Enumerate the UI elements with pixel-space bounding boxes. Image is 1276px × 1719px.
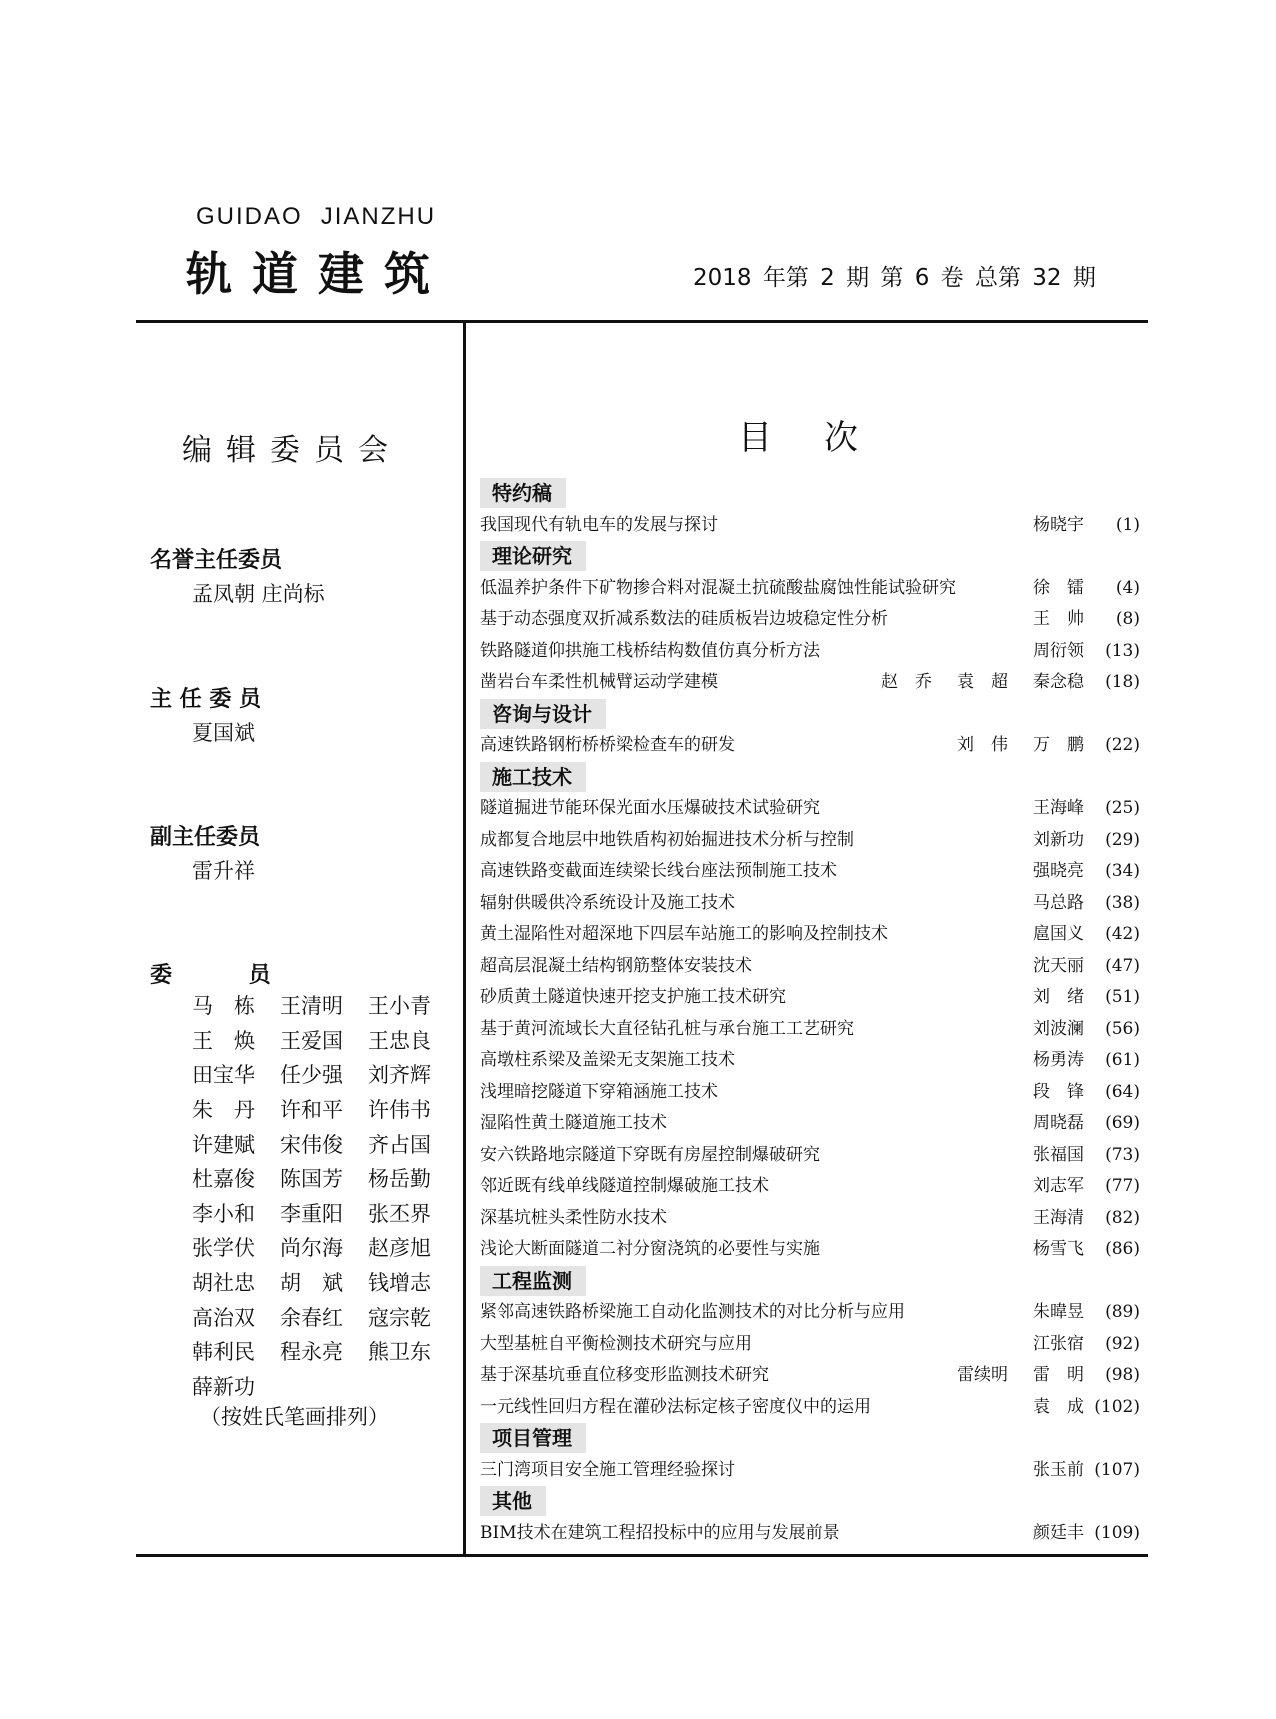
article-title: 高速铁路钢桁桥桥梁检查车的研发 [480,735,735,755]
article-title: 安六铁路地宗隧道下穿既有房屋控制爆破研究 [480,1144,820,1165]
member-name: 朱 丹 [192,1098,255,1123]
article-title: 湿陷性黄土隧道施工技术 [480,1113,667,1133]
article-author: 颜廷丰 [1033,1522,1084,1543]
member-name: 齐占国 [368,1132,431,1157]
page-number: (38) [1105,892,1140,913]
toc-entry [480,982,1140,1014]
toc-entry [480,793,1140,825]
page-number: (29) [1105,829,1140,850]
article-title: 凿岩台车柔性机械臂运动学建模 [480,672,718,692]
page-number: (107) [1094,1459,1140,1480]
toc-entry [480,1077,1140,1109]
article-author: 刘 伟 [957,735,1008,755]
page-number: (109) [1094,1522,1140,1543]
article-author: 秦念稳 [1033,672,1084,692]
toc-section-header [480,541,1140,573]
toc-entry [480,1329,1140,1361]
section-name: 特约稿 [480,478,566,508]
section-name: 其他 [480,1486,546,1516]
toc-entry [480,1297,1140,1329]
toc-entry [480,636,1140,668]
toc-section-header [480,1486,1140,1518]
member-name: 田宝华 [192,1063,255,1088]
article-title: 隧道掘进节能环保光面水压爆破技术试验研究 [480,798,820,818]
honorary-label: 名誉主任委员 [150,548,283,573]
member-name: 余春红 [280,1305,343,1330]
member-row [192,1126,456,1161]
member-name: 王爱国 [280,1028,343,1053]
deputy-names: 雷升祥 [192,859,255,883]
member-name: 熊卫东 [368,1340,431,1365]
toc-entry [480,1140,1140,1172]
page-number: (4) [1115,577,1140,598]
page-number: (42) [1105,924,1140,944]
member-name: 任少强 [280,1063,343,1088]
article-title: 三门湾项目安全施工管理经验探讨 [480,1459,735,1480]
article-title: 大型基桩自平衡检测技术研究与应用 [480,1333,752,1354]
toc-entry [480,951,1140,983]
member-name: 李重阳 [280,1201,343,1226]
member-row [192,1023,456,1058]
toc-entry [480,1108,1140,1140]
article-title: 浅埋暗挖隧道下穿箱涵施工技术 [480,1081,718,1102]
toc-section-header [480,762,1140,794]
article-title: 一元线性回归方程在灌砂法标定核子密度仪中的运用 [480,1396,871,1417]
article-author: 沈天丽 [1033,955,1084,976]
page-number: (89) [1105,1302,1140,1322]
toc-entry [480,510,1140,542]
page-number: (98) [1105,1365,1140,1385]
member-name: 尚尔海 [280,1236,343,1261]
page-number: (61) [1105,1050,1140,1070]
page-number: (1) [1115,514,1140,535]
article-author: 马总路 [1033,892,1084,913]
toc-section-header [480,1423,1140,1455]
member-name: 宋伟俊 [280,1132,343,1157]
article-author: 刘新功 [1033,829,1084,850]
toc-entry [480,825,1140,857]
section-name: 工程监测 [480,1266,586,1296]
member-name: 王清明 [280,994,343,1019]
article-author: 雷续明 [957,1365,1008,1385]
member-row [192,1092,456,1127]
member-row [192,1334,456,1369]
member-name: 赵彦旭 [368,1236,431,1261]
article-author: 江张宿 [1033,1333,1084,1354]
article-title: BIM技术在建筑工程招投标中的应用与发展前景 [480,1522,840,1543]
honorary-names: 孟凤朝 庄尚标 [192,582,325,606]
page-number: (8) [1115,609,1140,629]
member-name: 陈国芳 [280,1167,343,1192]
article-title: 紧邻高速铁路桥梁施工自动化监测技术的对比分析与应用 [480,1302,905,1322]
toc-entry [480,1171,1140,1203]
article-author: 杨晓宇 [1033,514,1084,535]
page-number: (34) [1105,861,1140,881]
page-number: (51) [1105,987,1140,1007]
page-number: (73) [1105,1144,1140,1165]
page-number: (18) [1105,672,1140,692]
page-number: (47) [1105,955,1140,976]
bottom-rule [136,1554,1148,1557]
article-title: 铁路隧道仰拱施工栈桥结构数值仿真分析方法 [480,640,820,661]
director-names: 夏国斌 [192,721,255,745]
article-title: 邻近既有线单线隧道控制爆破施工技术 [480,1176,769,1196]
article-author: 王海清 [1033,1207,1084,1228]
section-name: 施工技术 [480,762,586,792]
section-name: 理论研究 [480,541,586,571]
ordering-note: （按姓氏笔画排列） [200,1405,389,1429]
article-author: 刘 绪 [1033,987,1084,1007]
article-title: 黄土湿陷性对超深地下四层车站施工的影响及控制技术 [480,924,888,944]
article-author: 赵 乔 [881,672,932,692]
article-title: 辐射供暖供冷系统设计及施工技术 [480,892,735,913]
toc-section-header [480,478,1140,510]
article-author: 张福国 [1033,1144,1084,1165]
journal-name: 轨道建筑 [186,247,450,301]
member-name: 程永亮 [280,1340,343,1365]
page-number: (102) [1094,1396,1140,1417]
member-row [192,1230,456,1265]
toc-entry [480,1045,1140,1077]
member-row [192,1161,456,1196]
board-title: 编辑委员会 [182,433,402,468]
article-title: 基于深基坑垂直位移变形监测技术研究 [480,1365,769,1385]
member-name: 刘齐辉 [368,1063,431,1088]
page-number: (92) [1105,1333,1140,1354]
column-divider [463,321,466,1555]
article-author: 周晓磊 [1033,1113,1084,1133]
page-number: (82) [1105,1207,1140,1228]
toc-title: 目次 [738,418,910,458]
member-row [192,1057,456,1092]
article-author: 朱暐昱 [1033,1302,1084,1322]
top-rule [136,320,1148,323]
member-name: 杨岳勤 [368,1167,431,1192]
article-title: 低温养护条件下矿物掺合料对混凝土抗硫酸盐腐蚀性能试验研究 [480,577,956,598]
toc-entry [480,1518,1140,1550]
member-row [192,1299,456,1334]
toc-entry [480,1392,1140,1424]
article-author: 杨雪飞 [1033,1239,1084,1259]
member-name: 薛新功 [192,1374,255,1399]
article-title: 超高层混凝土结构钢筋整体安装技术 [480,955,752,976]
members-label: 委 员 [150,963,271,988]
toc-entry [480,1203,1140,1235]
page-number: (86) [1105,1239,1140,1259]
journal-pinyin [196,203,436,231]
toc-entry [480,856,1140,888]
article-author: 周衍领 [1033,640,1084,661]
article-title: 浅论大断面隧道二衬分窗浇筑的必要性与实施 [480,1239,820,1259]
page-number: (25) [1105,798,1140,818]
page-number: (22) [1105,735,1140,755]
article-title: 基于黄河流域长大直径钻孔桩与承台施工工艺研究 [480,1018,854,1039]
member-row [192,1369,456,1404]
toc-entry [480,888,1140,920]
page-number: (77) [1105,1176,1140,1196]
member-name: 寇宗乾 [368,1305,431,1330]
toc-entry [480,730,1140,762]
member-name: 马 栋 [192,994,255,1019]
toc-entry [480,604,1140,636]
member-row [192,1196,456,1231]
article-author: 袁 成 [1033,1396,1084,1417]
toc-entry [480,919,1140,951]
page-number: (64) [1105,1081,1140,1102]
member-name: 许伟书 [368,1098,431,1123]
member-name: 高治双 [192,1305,255,1330]
article-author: 刘志军 [1033,1176,1084,1196]
article-author: 段 锋 [1033,1081,1084,1102]
toc-entry [480,1360,1140,1392]
pinyin-word-2: JIANZHU [320,203,437,230]
member-name: 张学伏 [192,1236,255,1261]
member-name: 许建赋 [192,1132,255,1157]
article-author: 徐 镭 [1033,577,1084,598]
toc-entry [480,667,1140,699]
toc-entry [480,573,1140,605]
article-author: 刘波澜 [1033,1018,1084,1039]
member-row [192,1265,456,1300]
member-name: 胡 斌 [280,1271,343,1296]
member-row [192,988,456,1023]
article-author: 雷 明 [1033,1365,1084,1385]
article-author: 杨勇涛 [1033,1050,1084,1070]
article-title: 高墩柱系梁及盖梁无支架施工技术 [480,1050,735,1070]
member-name: 王忠良 [368,1028,431,1053]
article-author: 袁 超 [957,672,1008,692]
member-name: 许和平 [280,1098,343,1123]
members-list [192,988,456,1403]
toc-entry [480,1234,1140,1266]
member-name: 韩利民 [192,1340,255,1365]
toc-list [480,478,1140,1549]
member-name: 钱增志 [368,1271,431,1296]
toc-entry [480,1014,1140,1046]
pinyin-word-1: GUIDAO [196,203,303,230]
page-number: (13) [1105,640,1140,661]
article-title: 基于动态强度双折减系数法的硅质板岩边坡稳定性分析 [480,609,888,629]
article-author: 张玉前 [1033,1459,1084,1480]
toc-entry [480,1455,1140,1487]
article-title: 我国现代有轨电车的发展与探讨 [480,514,718,535]
article-author: 扈国义 [1033,924,1084,944]
article-author: 王 帅 [1033,609,1084,629]
member-name: 杜嘉俊 [192,1167,255,1192]
article-author: 万 鹏 [1033,735,1084,755]
page-number: (69) [1105,1113,1140,1133]
director-label: 主 任 委 员 [150,687,261,712]
article-title: 砂质黄土隧道快速开挖支护施工技术研究 [480,987,786,1007]
issue-info: 2018 年第 2 期 第 6 卷 总第 32 期 [693,265,1096,291]
article-title: 成都复合地层中地铁盾构初始掘进技术分析与控制 [480,829,854,850]
article-author: 王海峰 [1033,798,1084,818]
section-name: 项目管理 [480,1423,586,1453]
member-name: 王 焕 [192,1028,255,1053]
article-title: 深基坑桩头柔性防水技术 [480,1207,667,1228]
member-name: 王小青 [368,994,431,1019]
member-name: 胡社忠 [192,1271,255,1296]
toc-section-header [480,1266,1140,1298]
page-number: (56) [1105,1018,1140,1039]
toc-section-header [480,699,1140,731]
member-name: 李小和 [192,1201,255,1226]
article-author: 强晓亮 [1033,861,1084,881]
article-title: 高速铁路变截面连续梁长线台座法预制施工技术 [480,861,837,881]
section-name: 咨询与设计 [480,699,606,729]
member-name: 张丕界 [368,1201,431,1226]
deputy-label: 副主任委员 [150,825,261,850]
